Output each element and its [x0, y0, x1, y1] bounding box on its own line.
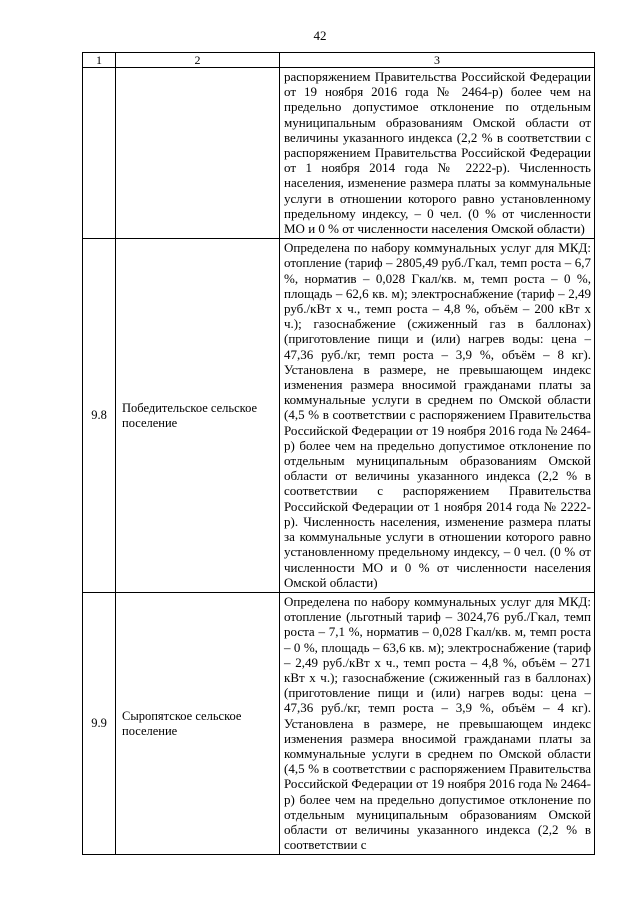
municipality-name: Сыропятское сельское поселение — [116, 592, 280, 854]
row-number: 9.9 — [83, 592, 116, 854]
table-header-row — [83, 53, 595, 68]
table-row — [83, 68, 595, 239]
column-header-2: 2 — [116, 53, 280, 68]
column-header-1: 1 — [83, 53, 116, 68]
description-text: Определена по набору коммунальных услуг для МКД: отопление (льготный тариф – 3024,76 руб./Гкал, темп роста – 7,1 %, норматив – 0,028 Гкал/кв. м, темп роста – 0 %, площадь – 63,6 кв. м); электроснабжение (тариф – 2,49 руб./кВт х ч., темп роста – 4,8 %, объём – 271 кВт х ч.); газоснабжение (сжиженный газ в баллонах) (приготовление пищи и (или) нагрев воды: цена – 47,36 руб./кг, темп роста – 3,9 %, объём – 4 кг). Установлена в размере, не превышающем индекс изменения размера вносимой гражданами платы за коммунальные услуги в среднем по Омской области (4,5 % в соответствии с распоряжением Правительства Российской Федерации от 19 ноября 2016 года № 2464-р) более чем на предельно допустимое отклонение по отдельным муниципальным образованиям Омской области от величины указанного индекса (2,2 % в соответствии с — [284, 593, 592, 853]
description-text: распоряжением Правительства Российской Федерации от 19 ноября 2016 года № 2464-р) более чем на предельно допустимое отклонение по отдельным муниципальным образованиям Омской области от величины указанного индекса (2,2 % в соответствии с распоряжением Правительства Российской Федерации от 1 ноября 2014 года № 2222-р). Численность населения, изменение размера платы за коммунальные услуги в отношении которого равно установленному предельному индексу, – 0 чел. (0 % от численности МО и 0 % от численности населения Омской области) — [284, 69, 591, 237]
table-row — [83, 592, 595, 854]
row-description — [280, 68, 595, 239]
data-table — [82, 52, 595, 855]
row-number — [83, 68, 116, 239]
column-header-3: 3 — [280, 53, 595, 68]
table-row — [83, 239, 595, 593]
row-description — [280, 239, 595, 593]
row-number: 9.8 — [83, 239, 116, 593]
description-text: Определена по набору коммунальных услуг для МКД: отопление (тариф – 2805,49 руб./Гкал, темп роста – 6,7 %, норматив – 0,028 Гкал/кв. м, темп роста – 0 %, площадь – 62,6 кв. м); электроснабжение (тариф – 2,49 руб./кВт х ч., темп роста – 4,8 %, объём – 200 кВт х ч.); газоснабжение (сжиженный газ в баллонах) (приготовление пищи и (или) нагрев воды: цена – 47,36 руб./кг, темп роста – 3,9 %, объём – 8 кг). Установлена в размере, не превышающем индекс изменения размера вносимой гражданами платы за коммунальные услуги в среднем по Омской области (4,5 % в соответствии с распоряжением Правительства Российской Федерации от 19 ноября 2016 года № 2464-р) более чем на предельно допустимое отклонение по отдельным муниципальным образованиям Омской области от величины указанного индекса (2,2 % в соответствии с распоряжением Правительства Российской Федерации от 1 ноября 2014 года № 2222-р). Численность населения, изменение размера платы за коммунальные услуги в отношении которого равно установленному предельному индексу, – 0 чел. (0 % от численности МО и 0 % от численности населения Омской области) — [284, 240, 592, 590]
municipality-name: Победительское сельское поселение — [116, 239, 280, 593]
row-description — [280, 592, 595, 854]
municipality-name — [116, 68, 280, 239]
page-number: 42 — [313, 28, 327, 43]
